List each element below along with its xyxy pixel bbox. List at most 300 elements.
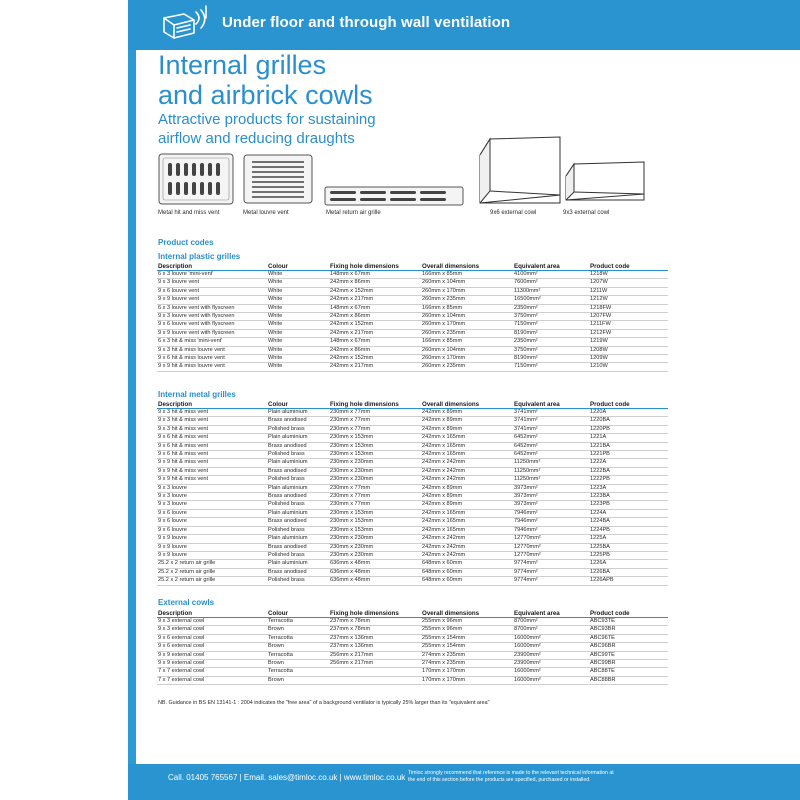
table-cell: 3750mm²	[513, 313, 589, 321]
table-cell: 242mm x 242mm	[421, 551, 513, 559]
table-cell: 230mm x 77mm	[329, 409, 421, 417]
table-row	[157, 287, 668, 295]
table-row	[157, 459, 668, 467]
table-cell: 1222A	[589, 459, 668, 467]
page-header-title: Under floor and through wall ventilation	[222, 14, 511, 31]
table-cell: 9 x 9 hit & miss vent	[157, 459, 267, 467]
column-header: Equivalent area	[513, 609, 589, 618]
table-cell: 636mm x 48mm	[329, 577, 421, 585]
page-title-line2: and airbrick cowls	[158, 80, 373, 110]
table-cell: White	[267, 338, 329, 346]
table-cell: 1220BA	[589, 417, 668, 425]
table-row	[157, 568, 668, 576]
page-title-line1: Internal grilles	[158, 50, 327, 80]
table-cell: 260mm x 235mm	[421, 363, 513, 371]
left-margin	[0, 0, 128, 800]
table-cell: Terracotta	[267, 651, 329, 659]
table-cell: White	[267, 321, 329, 329]
table-cell: 256mm x 217mm	[329, 660, 421, 668]
table-cell: Plain aluminium	[267, 459, 329, 467]
table-cell: Plain aluminium	[267, 509, 329, 517]
column-header: Equivalent area	[513, 262, 589, 271]
table-cell: Polished brass	[267, 451, 329, 459]
table-cell: 648mm x 60mm	[421, 577, 513, 585]
table-cell: ABC99TE	[589, 651, 668, 659]
column-header: Fixing hole dimensions	[329, 262, 421, 271]
external-cowl-9x3-icon	[562, 158, 648, 204]
table-row	[157, 425, 668, 433]
table-cell: 242mm x 242mm	[421, 543, 513, 551]
table-row	[157, 626, 668, 634]
table-cell: ABC93TE	[589, 618, 668, 626]
table-cell: 16000mm²	[513, 668, 589, 676]
table-cell: 9 x 3 hit & miss vent	[157, 417, 267, 425]
table-cell: 1221A	[589, 434, 668, 442]
table-cell: 242mm x 152mm	[329, 321, 421, 329]
table-cell: White	[267, 363, 329, 371]
table-cell: 636mm x 48mm	[329, 568, 421, 576]
table-row	[157, 338, 668, 346]
product-caption-return-air-grille: Metal return air grille	[326, 210, 381, 216]
table-row	[157, 551, 668, 559]
external-cowl-9x6-icon	[476, 133, 564, 207]
table-cell: 230mm x 153mm	[329, 434, 421, 442]
table-cell: Plain aluminium	[267, 535, 329, 543]
table-cell: 3973mm²	[513, 501, 589, 509]
table-row	[157, 676, 668, 684]
table-cell: 230mm x 77mm	[329, 493, 421, 501]
table-cell: 1212W	[589, 296, 668, 304]
table-cell: 9 x 3 external cowl	[157, 618, 267, 626]
table-cell: 3741mm²	[513, 417, 589, 425]
table-cell: 6 x 3 louvre 'mini-vent'	[157, 271, 267, 279]
table-cell: 9 x 6 louvre vent	[157, 287, 267, 295]
table-cell: 9 x 9 louvre	[157, 551, 267, 559]
column-header: Equivalent area	[513, 400, 589, 409]
table-cell: 16000mm²	[513, 634, 589, 642]
table-cell: Brown	[267, 626, 329, 634]
table-cell: Brown	[267, 676, 329, 684]
table-cell: White	[267, 355, 329, 363]
table-cell: 9 x 3 hit & miss vent	[157, 409, 267, 417]
table-cell: White	[267, 279, 329, 287]
table-cell: 25.2 x 2 return air grille	[157, 577, 267, 585]
table-cell: 8190mm²	[513, 355, 589, 363]
footer-contact: Call. 01405 765567 | Email. sales@timloc.co.uk | www.timloc.co.uk	[168, 773, 406, 782]
table-cell: 255mm x 154mm	[421, 634, 513, 642]
table-cell: 242mm x 86mm	[329, 279, 421, 287]
table-cell: 230mm x 77mm	[329, 417, 421, 425]
table-cell: 230mm x 230mm	[329, 543, 421, 551]
table-row	[157, 467, 668, 475]
table-cell: 1222PB	[589, 476, 668, 484]
table-cell: 3741mm²	[513, 409, 589, 417]
table-cell: White	[267, 346, 329, 354]
table-cell: Brass anodised	[267, 493, 329, 501]
table-cell: 230mm x 153mm	[329, 526, 421, 534]
table-cell: 9 x 9 external cowl	[157, 660, 267, 668]
table-cell: 8700mm²	[513, 626, 589, 634]
plastic-grilles-table	[157, 262, 668, 372]
product-caption-9x6-cowl: 9x6 external cowl	[490, 210, 537, 216]
table-cell: 1212FW	[589, 329, 668, 337]
ventilation-logo-icon	[158, 4, 212, 46]
table-cell: 7600mm²	[513, 279, 589, 287]
table-cell: Brown	[267, 643, 329, 651]
table-cell: 1222BA	[589, 467, 668, 475]
table-cell: 242mm x 217mm	[329, 329, 421, 337]
table-cell: 9 x 9 louvre vent	[157, 296, 267, 304]
table-cell: 1223A	[589, 484, 668, 492]
table-cell: 242mm x 165mm	[421, 442, 513, 450]
table-cell: 11250mm²	[513, 467, 589, 475]
table-cell: 25.2 x 2 return air grille	[157, 568, 267, 576]
table-cell: 242mm x 242mm	[421, 459, 513, 467]
table-cell: 9 x 6 louvre	[157, 518, 267, 526]
table-cell: 8190mm²	[513, 329, 589, 337]
table-cell: 7946mm²	[513, 509, 589, 517]
column-header: Overall dimensions	[421, 262, 513, 271]
product-caption-hit-and-miss: Metal hit and miss vent	[158, 210, 220, 216]
column-header: Description	[157, 262, 267, 271]
page-subtitle-line1: Attractive products for sustaining	[158, 111, 376, 128]
table-cell: Polished brass	[267, 526, 329, 534]
table-cell: 9 x 3 louvre	[157, 501, 267, 509]
table-cell: 9 x 3 hit & miss vent	[157, 425, 267, 433]
external-cowls-table	[157, 609, 668, 685]
table-cell: 3973mm²	[513, 493, 589, 501]
table-cell: 255mm x 154mm	[421, 643, 513, 651]
table-cell: 230mm x 230mm	[329, 476, 421, 484]
table-cell: 1219W	[589, 338, 668, 346]
table-header-row	[157, 609, 668, 618]
table-cell: 260mm x 104mm	[421, 346, 513, 354]
table-row	[157, 296, 668, 304]
table-row	[157, 518, 668, 526]
table-row	[157, 321, 668, 329]
table-cell: Plain aluminium	[267, 484, 329, 492]
table-cell: 9774mm²	[513, 560, 589, 568]
table-header-row	[157, 400, 668, 409]
table-cell: Brass anodised	[267, 543, 329, 551]
table-cell: 6452mm²	[513, 434, 589, 442]
table-cell: 6 x 3 hit & miss 'mini-vent'	[157, 338, 267, 346]
product-codes-heading: Product codes	[158, 238, 214, 247]
external-cowls-heading: External cowls	[158, 598, 215, 607]
table-cell: 230mm x 153mm	[329, 509, 421, 517]
column-header: Description	[157, 400, 267, 409]
table-cell: Brass anodised	[267, 467, 329, 475]
table-cell: 9 x 9 louvre	[157, 543, 267, 551]
table-cell: 1224BA	[589, 518, 668, 526]
table-cell: 9 x 6 hit & miss vent	[157, 442, 267, 450]
column-header: Fixing hole dimensions	[329, 400, 421, 409]
table-cell: 7150mm²	[513, 363, 589, 371]
table-cell: Terracotta	[267, 668, 329, 676]
table-cell: 274mm x 235mm	[421, 651, 513, 659]
table-cell: Brass anodised	[267, 568, 329, 576]
table-cell: 9 x 9 hit & miss vent	[157, 476, 267, 484]
table-cell: Plain aluminium	[267, 409, 329, 417]
table-header-row	[157, 262, 668, 271]
column-header: Product code	[589, 262, 668, 271]
table-cell: ABC96TE	[589, 634, 668, 642]
table-row	[157, 668, 668, 676]
table-cell: 1225PB	[589, 551, 668, 559]
table-cell: 230mm x 153mm	[329, 451, 421, 459]
table-cell: 3741mm²	[513, 425, 589, 433]
table-cell: 11250mm²	[513, 459, 589, 467]
table-row	[157, 304, 668, 312]
table-cell: 1218FW	[589, 304, 668, 312]
table-cell: 2350mm²	[513, 338, 589, 346]
table-cell: Polished brass	[267, 425, 329, 433]
table-cell: 230mm x 230mm	[329, 535, 421, 543]
table-row	[157, 434, 668, 442]
table-row	[157, 501, 668, 509]
table-cell: 648mm x 60mm	[421, 560, 513, 568]
table-row	[157, 634, 668, 642]
table-row	[157, 271, 668, 279]
table-cell: ABC99BR	[589, 660, 668, 668]
table-cell: Polished brass	[267, 501, 329, 509]
table-cell: 148mm x 67mm	[329, 304, 421, 312]
table-cell: 166mm x 85mm	[421, 304, 513, 312]
table-cell: 1208W	[589, 346, 668, 354]
table-cell: 6 x 3 louvre vent with flyscreen	[157, 304, 267, 312]
table-cell: 260mm x 235mm	[421, 329, 513, 337]
plastic-grilles-heading: Internal plastic grilles	[158, 252, 241, 261]
column-header: Overall dimensions	[421, 609, 513, 618]
table-cell: 260mm x 170mm	[421, 321, 513, 329]
table-cell: 255mm x 96mm	[421, 618, 513, 626]
table-cell: 1225BA	[589, 543, 668, 551]
guidance-note: NB. Guidance in BS EN 13141-1 : 2004 indicates the "free area" of a background ventilator is typically 25% larger than its "equivalent area"	[158, 700, 490, 706]
table-cell: 9 x 6 external cowl	[157, 634, 267, 642]
page-subtitle	[158, 110, 376, 148]
table-cell: 9 x 3 hit & miss louvre vent	[157, 346, 267, 354]
table-cell: 16000mm²	[513, 676, 589, 684]
table-cell: 230mm x 230mm	[329, 459, 421, 467]
table-cell: 260mm x 170mm	[421, 287, 513, 295]
table-cell: 230mm x 153mm	[329, 518, 421, 526]
column-header: Colour	[267, 400, 329, 409]
table-row	[157, 509, 668, 517]
table-cell: 1218W	[589, 271, 668, 279]
table-cell: White	[267, 304, 329, 312]
table-row	[157, 451, 668, 459]
table-row	[157, 543, 668, 551]
table-row	[157, 476, 668, 484]
table-cell: 260mm x 104mm	[421, 313, 513, 321]
table-cell: 148mm x 67mm	[329, 271, 421, 279]
table-cell: Brass anodised	[267, 442, 329, 450]
table-cell: 9 x 6 hit & miss vent	[157, 451, 267, 459]
table-cell: 23900mm²	[513, 660, 589, 668]
column-header: Product code	[589, 400, 668, 409]
table-cell: 242mm x 165mm	[421, 509, 513, 517]
table-cell: 242mm x 242mm	[421, 476, 513, 484]
table-cell: 12770mm²	[513, 535, 589, 543]
table-row	[157, 651, 668, 659]
table-cell: 242mm x 89mm	[421, 417, 513, 425]
table-cell: Polished brass	[267, 577, 329, 585]
table-cell: 1226BA	[589, 568, 668, 576]
table-cell: 1220PB	[589, 425, 668, 433]
column-header: Overall dimensions	[421, 400, 513, 409]
table-cell	[329, 676, 421, 684]
table-cell: Brown	[267, 660, 329, 668]
table-cell: 1207FW	[589, 313, 668, 321]
table-row	[157, 618, 668, 626]
table-cell: 25.2 x 2 return air grille	[157, 560, 267, 568]
table-cell: 237mm x 78mm	[329, 626, 421, 634]
table-cell: 242mm x 242mm	[421, 535, 513, 543]
table-cell: 260mm x 104mm	[421, 279, 513, 287]
table-cell: 237mm x 78mm	[329, 618, 421, 626]
table-cell: 237mm x 136mm	[329, 643, 421, 651]
column-header: Colour	[267, 609, 329, 618]
table-cell: 12770mm²	[513, 551, 589, 559]
table-cell: Polished brass	[267, 551, 329, 559]
table-cell: 242mm x 165mm	[421, 434, 513, 442]
table-cell: 170mm x 170mm	[421, 668, 513, 676]
table-cell: 9 x 6 louvre vent with flyscreen	[157, 321, 267, 329]
table-cell: Plain aluminium	[267, 560, 329, 568]
table-row	[157, 484, 668, 492]
column-header: Fixing hole dimensions	[329, 609, 421, 618]
table-cell: 242mm x 165mm	[421, 526, 513, 534]
table-cell: Brass anodised	[267, 518, 329, 526]
table-cell: 1211W	[589, 287, 668, 295]
table-cell: 7 x 7 external cowl	[157, 668, 267, 676]
table-cell: 242mm x 242mm	[421, 467, 513, 475]
table-cell: 7150mm²	[513, 321, 589, 329]
table-cell: 9 x 9 hit & miss louvre vent	[157, 363, 267, 371]
table-row	[157, 577, 668, 585]
table-cell: 648mm x 60mm	[421, 568, 513, 576]
table-cell: 1224A	[589, 509, 668, 517]
table-cell: Brass anodised	[267, 417, 329, 425]
table-cell: 9 x 6 hit & miss louvre vent	[157, 355, 267, 363]
louvre-vent-icon	[243, 154, 313, 204]
table-cell: 9 x 6 hit & miss vent	[157, 434, 267, 442]
table-cell: ABC93BR	[589, 626, 668, 634]
table-cell: 9 x 9 louvre vent with flyscreen	[157, 329, 267, 337]
table-row	[157, 313, 668, 321]
table-cell: 230mm x 77mm	[329, 501, 421, 509]
side-accent-strip	[128, 0, 136, 800]
column-header: Description	[157, 609, 267, 618]
table-cell: 9 x 6 louvre	[157, 509, 267, 517]
table-cell: 237mm x 136mm	[329, 634, 421, 642]
table-cell: White	[267, 296, 329, 304]
table-cell: 9 x 3 louvre	[157, 484, 267, 492]
table-row	[157, 346, 668, 354]
table-cell: 1224PB	[589, 526, 668, 534]
table-cell: 6452mm²	[513, 442, 589, 450]
table-cell: 1220A	[589, 409, 668, 417]
table-cell: 242mm x 86mm	[329, 346, 421, 354]
table-cell: 1226APB	[589, 577, 668, 585]
page-title	[158, 50, 373, 110]
table-cell: 12770mm²	[513, 543, 589, 551]
table-cell: 9 x 3 louvre vent with flyscreen	[157, 313, 267, 321]
table-row	[157, 417, 668, 425]
table-row	[157, 442, 668, 450]
table-cell: 166mm x 85mm	[421, 338, 513, 346]
table-cell: 7946mm²	[513, 526, 589, 534]
table-cell: 148mm x 67mm	[329, 338, 421, 346]
table-cell: White	[267, 329, 329, 337]
table-cell: 11300mm²	[513, 287, 589, 295]
table-cell: 260mm x 170mm	[421, 355, 513, 363]
table-cell: 260mm x 235mm	[421, 296, 513, 304]
return-air-grille-icon	[324, 186, 464, 206]
table-cell: 9 x 9 hit & miss vent	[157, 467, 267, 475]
table-cell: ABC96BR	[589, 643, 668, 651]
table-cell: 242mm x 217mm	[329, 363, 421, 371]
table-cell: 11250mm²	[513, 476, 589, 484]
product-caption-louvre: Metal louvre vent	[243, 210, 289, 216]
table-cell: 3750mm²	[513, 346, 589, 354]
table-cell: 9 x 6 external cowl	[157, 643, 267, 651]
table-cell: 1221PB	[589, 451, 668, 459]
table-cell: 1209W	[589, 355, 668, 363]
table-cell: 242mm x 152mm	[329, 355, 421, 363]
table-cell: 230mm x 77mm	[329, 425, 421, 433]
footer-disclaimer: Timloc strongly recommend that reference is made to the relevant technical information at the end of this section before the products are specified, purchased or installed.	[408, 770, 614, 783]
table-cell: 636mm x 48mm	[329, 560, 421, 568]
table-cell: 9 x 6 louvre	[157, 526, 267, 534]
table-row	[157, 560, 668, 568]
table-cell: 242mm x 165mm	[421, 518, 513, 526]
table-cell: 1210W	[589, 363, 668, 371]
table-cell	[329, 668, 421, 676]
table-cell: White	[267, 287, 329, 295]
table-cell: 6452mm²	[513, 451, 589, 459]
table-cell: 242mm x 217mm	[329, 296, 421, 304]
table-cell: 274mm x 235mm	[421, 660, 513, 668]
metal-grilles-table	[157, 400, 668, 586]
table-row	[157, 363, 668, 371]
table-cell: 1223PB	[589, 501, 668, 509]
table-cell: 16000mm²	[513, 643, 589, 651]
product-caption-9x3-cowl: 9x3 external cowl	[563, 210, 610, 216]
table-cell: 170mm x 170mm	[421, 676, 513, 684]
table-row	[157, 660, 668, 668]
table-cell: 2350mm²	[513, 304, 589, 312]
table-cell: 3973mm²	[513, 484, 589, 492]
hit-and-miss-vent-icon	[158, 153, 234, 205]
table-cell: 9774mm²	[513, 577, 589, 585]
table-cell: Polished brass	[267, 476, 329, 484]
table-cell: ABC88TE	[589, 668, 668, 676]
table-cell: Terracotta	[267, 634, 329, 642]
table-cell: 242mm x 89mm	[421, 501, 513, 509]
table-cell: 23900mm²	[513, 651, 589, 659]
table-row	[157, 493, 668, 501]
table-cell: 9 x 9 external cowl	[157, 651, 267, 659]
table-cell: 255mm x 96mm	[421, 626, 513, 634]
table-cell: 7 x 7 external cowl	[157, 676, 267, 684]
table-cell: 242mm x 89mm	[421, 425, 513, 433]
column-header: Colour	[267, 262, 329, 271]
table-row	[157, 329, 668, 337]
table-cell: 9 x 3 louvre	[157, 493, 267, 501]
table-cell: White	[267, 271, 329, 279]
table-cell: 230mm x 230mm	[329, 551, 421, 559]
